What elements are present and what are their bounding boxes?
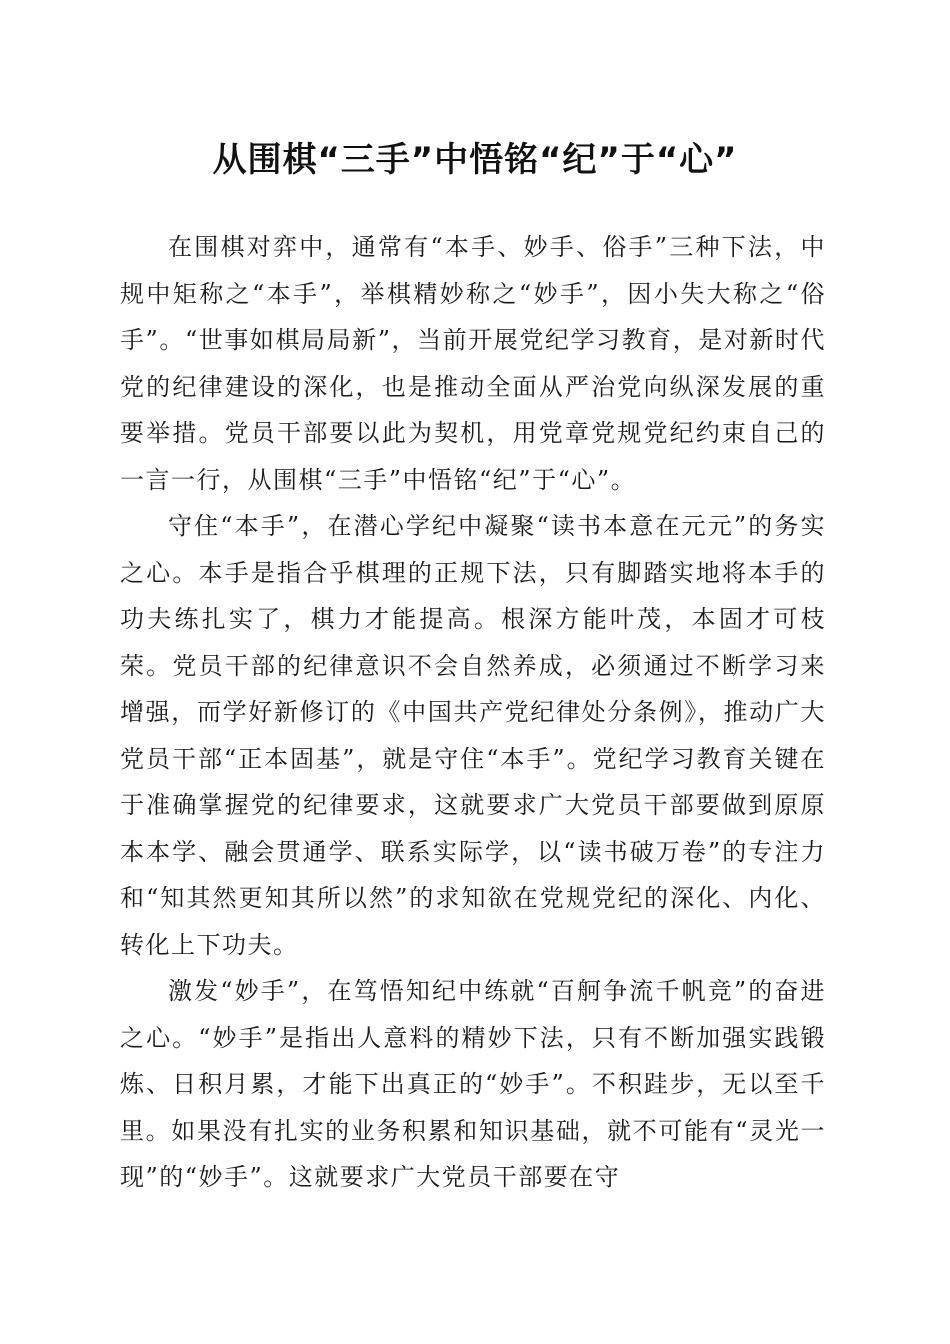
document-body	[120, 224, 826, 1201]
paragraph-intro: 在围棋对弈中，通常有“本手、妙手、俗手”三种下法，中规中矩称之“本手”，举棋精妙称之“妙手”，因小失大称之“俗手”。“世事如棋局局新”，当前开展党纪学习教育，是对新时代党的纪律建设的深化，也是推动全面从严治党向纵深发展的重要举措。党员干部要以此为契机，用党章党规党纪约束自己的一言一行，从围棋“三手”中悟铭“纪”于“心”。	[120, 233, 826, 494]
paragraph-miaoshou: 激发“妙手”，在笃悟知纪中练就“百舸争流千帆竞”的奋进之心。“妙手”是指出人意料的精妙下法，只有不断加强实践锻炼、日积月累，才能下出真正的“妙手”。不积跬步，无以至千里。如果没有扎实的业务积累和知识基础，就不可能有“灵光一现”的“妙手”。这就要求广大党员干部要在守	[120, 977, 826, 1191]
paragraph-benshou: 守住“本手”，在潜心学纪中凝聚“读书本意在元元”的务实之心。本手是指合乎棋理的正规下法，只有脚踏实地将本手的功夫练扎实了，棋力才能提高。根深方能叶茂，本固才可枝荣。党员干部的纪律意识不会自然养成，必须通过不断学习来增强，而学好新修订的《中国共产党纪律处分条例》，推动广大党员干部“正本固基”，就是守住“本手”。党纪学习教育关键在于准确掌握党的纪律要求，这就要求广大党员干部要做到原原本本学、融会贯通学、联系实际学，以“读书破万卷”的专注力和“知其然更知其所以然”的求知欲在党规党纪的深化、内化、转化上下功夫。	[120, 512, 826, 959]
document-title: 从围棋“三手”中悟铭“纪”于“心”	[212, 140, 738, 180]
